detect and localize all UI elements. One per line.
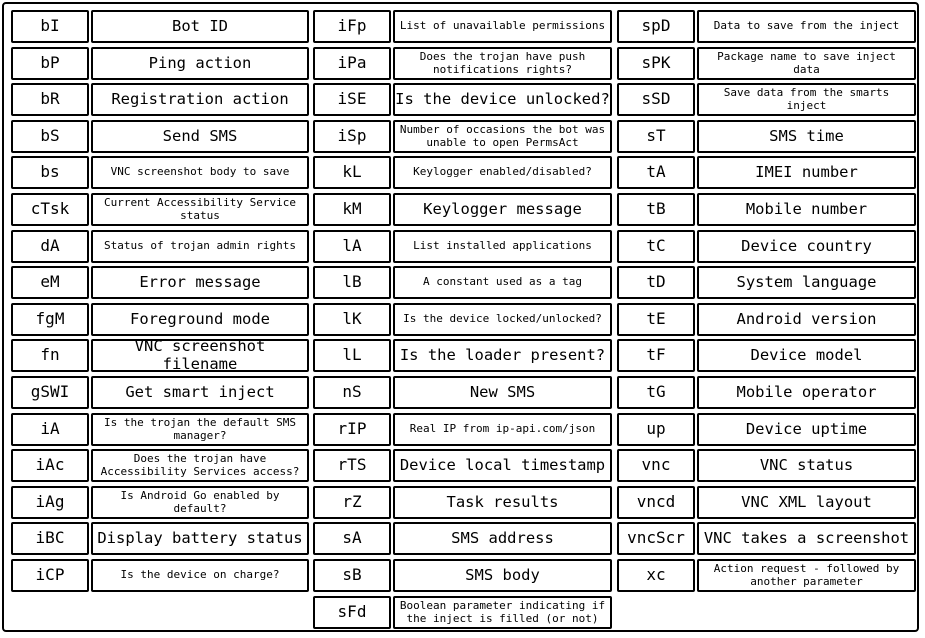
- abbreviation-cell: tF: [617, 339, 695, 372]
- table-row: [313, 266, 612, 299]
- description-cell: Registration action: [91, 83, 309, 116]
- abbreviation-cell: up: [617, 413, 695, 446]
- table-row: [617, 193, 916, 226]
- table-row: [617, 486, 916, 519]
- description-cell: Foreground mode: [91, 303, 309, 336]
- table-row: [313, 156, 612, 189]
- description-cell: Error message: [91, 266, 309, 299]
- table-row: [313, 120, 612, 153]
- table-row: [313, 486, 612, 519]
- description-cell: SMS body: [393, 559, 612, 592]
- table-row: [617, 339, 916, 372]
- description-cell: Display battery status: [91, 522, 309, 555]
- abbreviation-cell: iA: [11, 413, 89, 446]
- abbreviation-cell: sFd: [313, 596, 391, 629]
- table-row: [313, 193, 612, 226]
- table-row: [617, 47, 916, 80]
- abbreviation-cell: sSD: [617, 83, 695, 116]
- abbreviation-cell: tG: [617, 376, 695, 409]
- table-row: [11, 83, 309, 116]
- description-cell: VNC XML layout: [697, 486, 916, 519]
- abbreviation-cell: spD: [617, 10, 695, 43]
- abbreviation-cell: dA: [11, 230, 89, 263]
- abbreviation-cell: tC: [617, 230, 695, 263]
- table-row: [617, 120, 916, 153]
- abbreviation-cell: rZ: [313, 486, 391, 519]
- table-row: [11, 449, 309, 482]
- description-cell: Mobile number: [697, 193, 916, 226]
- description-cell: VNC screenshot filename: [91, 339, 309, 372]
- table-row: [11, 303, 309, 336]
- table-row: [617, 559, 916, 592]
- abbreviation-cell: iBC: [11, 522, 89, 555]
- table-row: [313, 522, 612, 555]
- description-cell: Is the device unlocked?: [393, 83, 612, 116]
- abbreviation-cell: sA: [313, 522, 391, 555]
- description-cell: Device model: [697, 339, 916, 372]
- table-row: [313, 339, 612, 372]
- abbreviation-cell: vnc: [617, 449, 695, 482]
- description-cell: VNC status: [697, 449, 916, 482]
- abbreviation-cell: eM: [11, 266, 89, 299]
- description-cell: Current Accessibility Service status: [91, 193, 309, 226]
- abbreviation-cell: bI: [11, 10, 89, 43]
- description-cell: VNC takes a screenshot: [697, 522, 916, 555]
- table-row: [617, 230, 916, 263]
- abbreviation-cell: iAg: [11, 486, 89, 519]
- table-row: [617, 449, 916, 482]
- table-row: [617, 413, 916, 446]
- table-row: [313, 559, 612, 592]
- description-cell: Is the device on charge?: [91, 559, 309, 592]
- description-cell: Android version: [697, 303, 916, 336]
- table-row: [11, 156, 309, 189]
- abbreviation-cell: iSE: [313, 83, 391, 116]
- description-cell: Device country: [697, 230, 916, 263]
- description-cell: Is the loader present?: [393, 339, 612, 372]
- description-cell: Bot ID: [91, 10, 309, 43]
- abbreviation-cell: tB: [617, 193, 695, 226]
- abbreviation-cell: tE: [617, 303, 695, 336]
- description-cell: List installed applications: [393, 230, 612, 263]
- table-row: [11, 193, 309, 226]
- table-row: [11, 120, 309, 153]
- table-row: [313, 303, 612, 336]
- abbreviation-cell: bP: [11, 47, 89, 80]
- description-cell: Keylogger enabled/disabled?: [393, 156, 612, 189]
- abbreviation-cell: iCP: [11, 559, 89, 592]
- table-row: [313, 376, 612, 409]
- table-row: [11, 266, 309, 299]
- description-cell: Status of trojan admin rights: [91, 230, 309, 263]
- abbreviation-cell: lK: [313, 303, 391, 336]
- abbreviation-cell: tD: [617, 266, 695, 299]
- abbreviation-cell: bS: [11, 120, 89, 153]
- description-cell: Real IP from ip-api.com/json: [393, 413, 612, 446]
- table-row: [11, 559, 309, 592]
- table-row: [617, 376, 916, 409]
- description-cell: Keylogger message: [393, 193, 612, 226]
- abbreviation-cell: iPa: [313, 47, 391, 80]
- abbreviation-cell: kM: [313, 193, 391, 226]
- table-row: [617, 303, 916, 336]
- table-row: [313, 449, 612, 482]
- description-cell: Mobile operator: [697, 376, 916, 409]
- table-row: [11, 522, 309, 555]
- abbreviation-cell: rTS: [313, 449, 391, 482]
- description-cell: Device uptime: [697, 413, 916, 446]
- table-row: [11, 10, 309, 43]
- abbreviation-cell: iAc: [11, 449, 89, 482]
- table-row: [11, 336, 309, 373]
- description-cell: List of unavailable permissions: [393, 10, 612, 43]
- abbreviation-cell: lL: [313, 339, 391, 372]
- abbreviation-cell: bs: [11, 156, 89, 189]
- table-row: [313, 413, 612, 446]
- table-row: [313, 230, 612, 263]
- description-cell: System language: [697, 266, 916, 299]
- abbreviation-cell: vncScr: [617, 522, 695, 555]
- table-row: [617, 266, 916, 299]
- description-cell: Is Android Go enabled by default?: [91, 486, 309, 519]
- description-cell: Save data from the smarts inject: [697, 83, 916, 116]
- description-cell: Task results: [393, 486, 612, 519]
- table-row: [11, 486, 309, 519]
- abbreviation-cell: lA: [313, 230, 391, 263]
- description-cell: A constant used as a tag: [393, 266, 612, 299]
- table-row: [617, 156, 916, 189]
- description-cell: Package name to save inject data: [697, 47, 916, 80]
- table-row: [313, 10, 612, 43]
- abbreviation-cell: iSp: [313, 120, 391, 153]
- table-row: [617, 83, 916, 116]
- description-cell: Number of occasions the bot was unable to open PermsAct: [393, 120, 612, 153]
- abbreviation-cell: tA: [617, 156, 695, 189]
- abbreviation-cell: sT: [617, 120, 695, 153]
- table-row: [11, 413, 309, 446]
- table-row: [11, 47, 309, 80]
- description-cell: VNC screenshot body to save: [91, 156, 309, 189]
- table-row: [313, 83, 612, 116]
- abbreviation-cell: lB: [313, 266, 391, 299]
- abbreviation-cell: bR: [11, 83, 89, 116]
- description-cell: New SMS: [393, 376, 612, 409]
- abbreviation-cell: sPK: [617, 47, 695, 80]
- description-cell: Data to save from the inject: [697, 10, 916, 43]
- description-cell: Send SMS: [91, 120, 309, 153]
- description-cell: Ping action: [91, 47, 309, 80]
- abbreviation-cell: gSWI: [11, 376, 89, 409]
- description-cell: Is the device locked/unlocked?: [393, 303, 612, 336]
- table-row: [313, 47, 612, 80]
- abbreviation-cell: iFp: [313, 10, 391, 43]
- description-cell: Is the trojan the default SMS manager?: [91, 413, 309, 446]
- abbreviation-cell: xc: [617, 559, 695, 592]
- table-row: [617, 522, 916, 555]
- abbreviation-cell: sB: [313, 559, 391, 592]
- description-cell: Does the trojan have Accessibility Services access?: [91, 449, 309, 482]
- table-row: [11, 376, 309, 409]
- description-cell: Action request - followed by another parameter: [697, 559, 916, 592]
- table-row: [11, 230, 309, 263]
- abbreviation-cell: cTsk: [11, 193, 89, 226]
- description-cell: SMS time: [697, 120, 916, 153]
- table-row: [617, 10, 916, 43]
- description-cell: IMEI number: [697, 156, 916, 189]
- description-cell: Boolean parameter indicating if the inject is filled (or not): [393, 596, 612, 629]
- abbreviation-cell: vncd: [617, 486, 695, 519]
- table-row: [313, 596, 612, 629]
- abbreviation-cell: fgM: [11, 303, 89, 336]
- description-cell: Does the trojan have push notifications rights?: [393, 47, 612, 80]
- description-cell: SMS address: [393, 522, 612, 555]
- abbreviation-cell: fn: [11, 339, 89, 372]
- description-cell: Device local timestamp: [393, 449, 612, 482]
- description-cell: Get smart inject: [91, 376, 309, 409]
- abbreviation-cell: nS: [313, 376, 391, 409]
- abbreviation-cell: kL: [313, 156, 391, 189]
- abbreviation-cell: rIP: [313, 413, 391, 446]
